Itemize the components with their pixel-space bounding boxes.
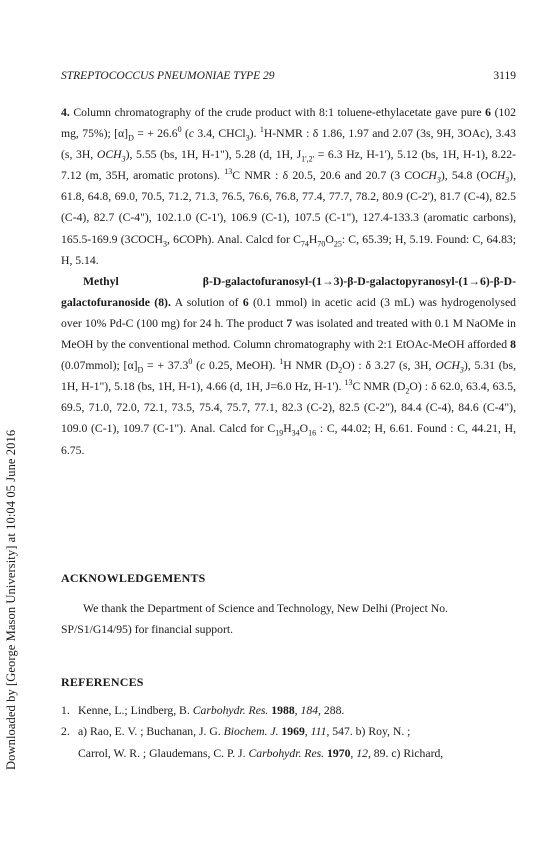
running-head-title: STREPTOCOCCUS PNEUMONIAE TYPE 29 [61, 70, 275, 82]
text-run: (102 mg, 75%); [α] [61, 106, 516, 141]
reference-1 [61, 700, 516, 721]
text-run: H [308, 232, 318, 246]
text-run: = + 26.6 [133, 127, 178, 141]
subscript: 2 [405, 386, 410, 396]
compound-number: 6 [485, 106, 491, 119]
subscript: 70 [317, 238, 326, 248]
compound-title: ). [164, 295, 171, 309]
italic-run: CH [420, 169, 437, 183]
compound-number: 8 [510, 338, 516, 352]
subscript: 25 [333, 238, 342, 248]
italic-run: OCH [96, 148, 122, 162]
paragraph-compound-6 [61, 102, 516, 271]
acknowledgements-paragraph: We thank the Department of Science and Technology, New Delhi (Project No. SP/S1/G14/95) for financial support. [61, 602, 448, 637]
body-text [61, 102, 516, 461]
italic-run: c [188, 127, 195, 141]
reference-number: 1. [61, 704, 70, 717]
subscript: 19 [275, 428, 284, 438]
text-run: 0.25, MeOH). [205, 359, 280, 373]
compound-number: 6 [242, 295, 249, 309]
text-run: ), 5.31 (bs, 1H, H-1"), 5.18 (bs, 1H, H-1), 4.66 (d, 1H, J=6.0 Hz, H-1'). [61, 359, 516, 394]
subscript: 2 [338, 365, 343, 375]
reference-journal: Carbohydr. Res. [192, 704, 269, 717]
subscript: 3 [121, 154, 126, 164]
paragraph-compound-8 [61, 271, 516, 461]
superscript: 1 [279, 357, 284, 367]
text-run: ). [249, 127, 260, 141]
reference-authors: Carrol, W. R. ; Glaudemans, C. P. J. [78, 746, 249, 760]
subscript: 16 [308, 428, 317, 438]
text-run: = + 37.3 [143, 359, 189, 373]
text-run: A solution of [170, 295, 243, 309]
reference-year: 1988 [268, 704, 295, 717]
text-run: : C, 65.39; H, 5.19. Found: C, 64.83; H, 5.14. [61, 232, 516, 267]
text-run: OCH [138, 232, 163, 246]
italic-run: CH [488, 169, 506, 183]
page-number: 3119 [493, 70, 516, 82]
text-run: , [294, 704, 301, 717]
text-run: ), 54.8 (O [440, 169, 489, 183]
text-run: = 6.3 Hz, H-1'), 5.12 (bs, 1H, H-1), 8.22-7.12 (m, 35H, aromatic protons). [61, 148, 516, 183]
subscript: 3 [436, 175, 441, 185]
subscript: D [137, 365, 144, 375]
text-run: O) : δ 62.0, 63.4, 63.5, 69.5, 71.0, 72.0, 72.1, 73.5, 75.4, 75.7, 77.1, 82.3 (C-2), 82.5 (C-2"), 84.4 (C-4), 84.6 (C-4"), 109.0 (C-1), 109.7 (C-1"). Anal. Calcd for C [61, 380, 516, 436]
compound-number: 8 [158, 295, 165, 309]
reference-pages: , 547. b) Roy, N. ; [326, 725, 411, 739]
text-run: , 6 [166, 232, 179, 246]
text-run: (0.1 mmol) in acetic acid (3 mL) was hydrogenolysed over 10% Pd-C (100 mg) for 24 h. The product [61, 295, 516, 330]
superscript: 0 [188, 357, 193, 367]
text-run: O [299, 422, 309, 436]
superscript: 13 [224, 167, 233, 177]
reference-volume: 111 [310, 725, 327, 739]
text-run: ( [181, 127, 189, 141]
italic-run: c [200, 359, 206, 373]
text-run: ), 61.8, 64.8, 69.0, 70.5, 71.2, 71.3, 76.5, 76.6, 76.8, 77.4, 77.7, 78.2, 80.9 (C-2'), 81.7 (C-4), 82.5 (C-4), 82.7 (C-4"), 102.1.0 (C-1'), 106.9 (C-1), 107.5 (C-1"), 127.4-133.3 (aromatic carbons), 165.5-169.9 (3 [61, 169, 516, 246]
text-run: Column chromatography of the crude product with 8:1 toluene-ethylacetate gave pure [69, 106, 486, 119]
text-run: ( [192, 359, 201, 373]
compound-title: Methyl β-D-galactofuranosyl-(1→3)-β-D-galactopyranosyl-(1→6)-β-D-galactofuranoside ( [61, 274, 516, 309]
subscript: 3 [459, 365, 464, 375]
reference-2 [61, 721, 516, 764]
text-run: C NMR : δ 20.5, 20.6 and 20.7 (3 CO [232, 169, 421, 183]
reference-number: 2. [61, 725, 70, 739]
text-run: 3.4, CHCl [194, 127, 246, 141]
text-run: H NMR (D [283, 359, 339, 373]
text-run: H [283, 422, 292, 436]
superscript: 13 [344, 378, 353, 388]
acknowledgements-text [61, 598, 516, 640]
reference-pages: , 89. c) Richard, [367, 746, 444, 760]
italic-run: C [130, 232, 139, 246]
text-run: C NMR (D [352, 380, 406, 394]
subscript: 3 [505, 175, 510, 185]
subscript: 1',2' [301, 154, 315, 164]
references-heading: REFERENCES [61, 675, 144, 689]
superscript: 1 [259, 125, 264, 135]
reference-pages: , 288. [318, 704, 345, 717]
subscript: 3 [162, 238, 167, 248]
italic-run: OCH [435, 359, 460, 373]
reference-journal: Biochem. J. [223, 725, 279, 739]
text-run: , [350, 746, 357, 760]
text-run: ), 5.55 (bs, 1H, H-1"), 5.28 (d, 1H, J [125, 148, 302, 162]
reference-volume: 12 [356, 746, 368, 760]
subscript: 34 [291, 428, 300, 438]
subscript: D [128, 133, 134, 143]
reference-2-continued [61, 743, 516, 764]
italic-run: C [178, 232, 187, 246]
text-run: O) : δ 3.27 (s, 3H, [342, 359, 436, 373]
subscript: 74 [300, 238, 309, 248]
text-run: O [325, 232, 334, 246]
text-run: was isolated and treated with 0.1 M NaOMe in MeOH by the conventional method. Column chromatography with 2:1 EtOAc-MeOH afforded [61, 316, 516, 352]
text-run: , [304, 725, 311, 739]
subscript: 3 [245, 133, 250, 143]
text-run: : C, 44.02; H, 6.61. Found : C, 44.21, H, 6.75. [61, 422, 516, 457]
reference-journal: Carbohydr. Res. [248, 746, 325, 760]
reference-authors: Kenne, L.; Lindberg, B. [78, 704, 193, 717]
superscript: 0 [177, 125, 182, 135]
text-run: (0.07mmol); [α] [61, 359, 138, 373]
download-stamp: Downloaded by [George Mason University] at 10:04 05 June 2016 [4, 429, 18, 770]
references-list [61, 700, 516, 764]
reference-volume: 184 [300, 704, 319, 717]
text-run: H-NMR : δ 1.86, 1.97 and 2.07 (3s, 9H, 3OAc), 3.43 (s, 3H, [61, 127, 516, 162]
reference-year: 1969 [278, 725, 305, 739]
item-number: 4. [61, 106, 70, 119]
reference-authors: a) Rao, E. V. ; Buchanan, J. G. [78, 725, 224, 739]
compound-number: 7 [286, 316, 293, 330]
reference-year: 1970 [324, 746, 351, 760]
text-run: OPh). Anal. Calcd for C [186, 232, 301, 246]
acknowledgements-heading: ACKNOWLEDGEMENTS [61, 571, 206, 585]
running-head [61, 70, 516, 82]
